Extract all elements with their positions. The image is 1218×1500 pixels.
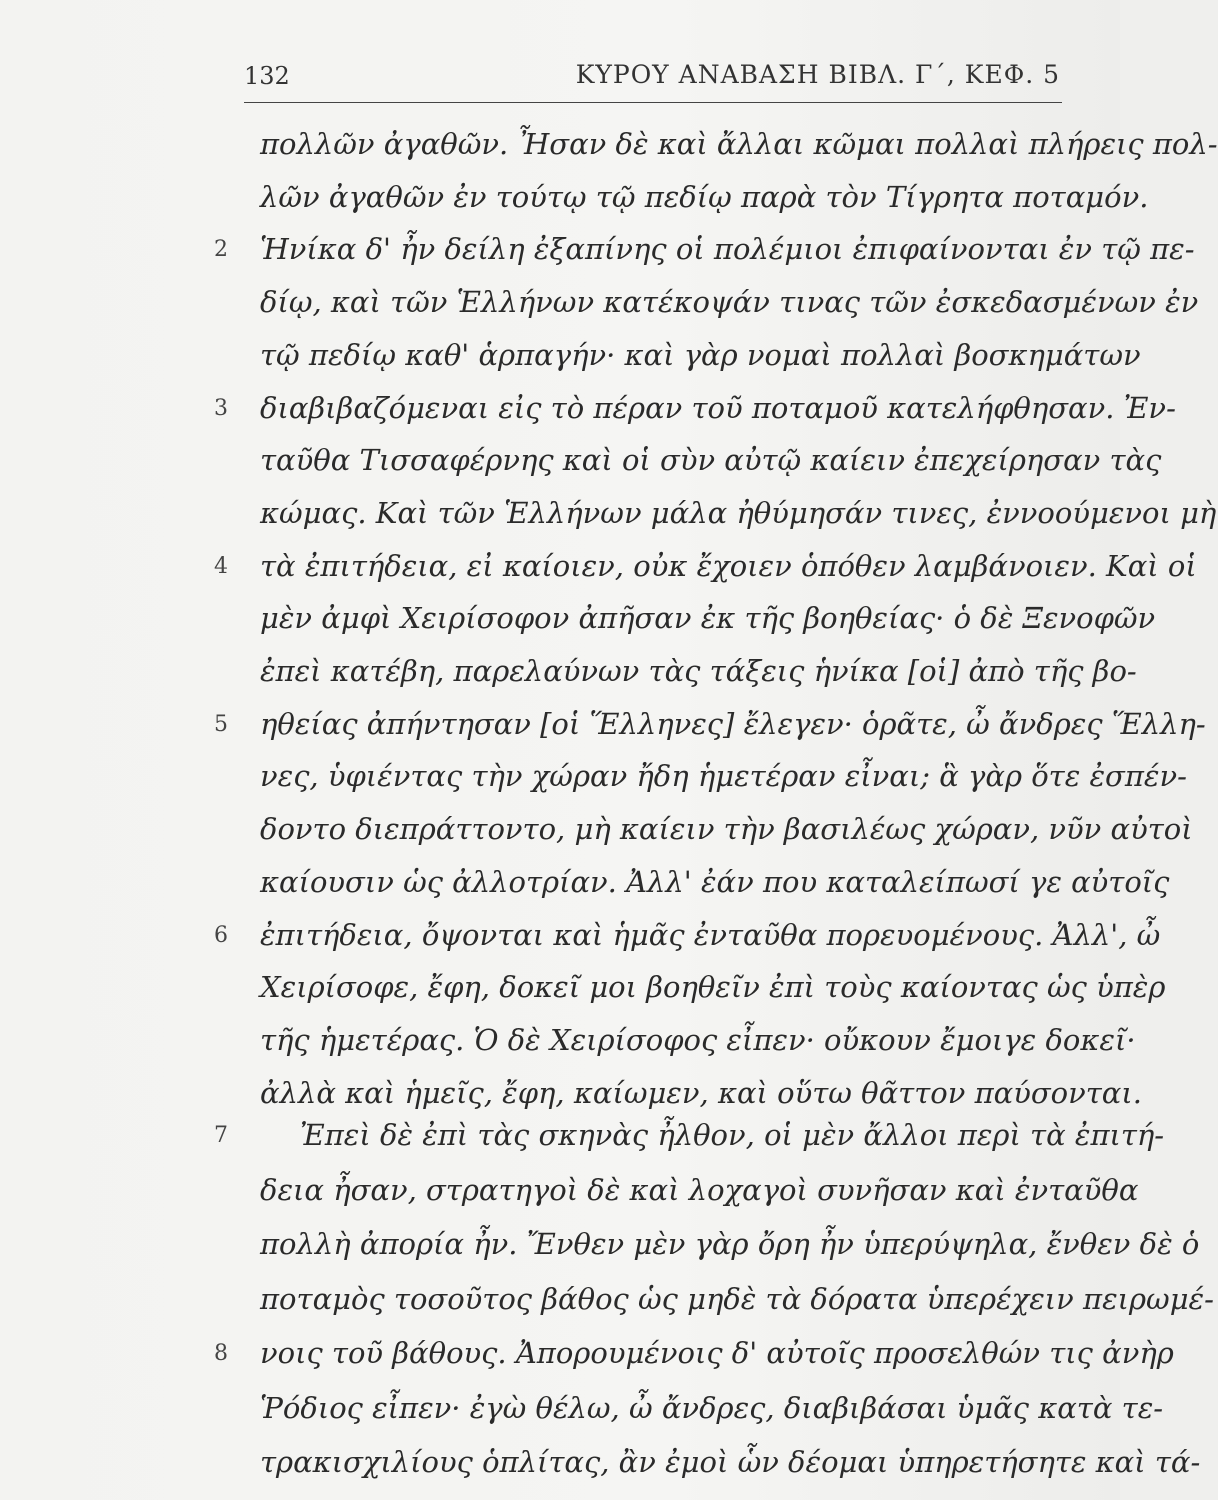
- section-number: 8: [214, 1341, 228, 1366]
- text-line: πολλῶν ἀγαθῶν. Ἦσαν δὲ καὶ ἄλλαι κῶμαι πολλαὶ πλήρεις πολ-: [260, 127, 1218, 161]
- section-number: 6: [214, 922, 228, 948]
- text-line: κώμας. Καὶ τῶν Ἑλλήνων μάλα ἠθύμησάν τινες, ἐννοούμενοι μὴ: [260, 495, 1217, 530]
- text-line: πολλὴ ἀπορία ἦν. Ἔνθεν μὲν γὰρ ὄρη ἦν ὑπερύψηλα, ἔνθεν δὲ ὁ: [260, 1227, 1200, 1261]
- text-line: ἀλλὰ καὶ ἡμεῖς, ἔφη, καίωμεν, καὶ οὕτω θᾶττον παύσονται.: [260, 1075, 1142, 1110]
- page-header: [244, 52, 1062, 103]
- text-line: τρακισχιλίους ὁπλίτας, ἂν ἐμοὶ ὧν δέομαι ὑπηρετήσητε καὶ τά-: [260, 1445, 1201, 1479]
- text-line: τὰ ἐπιτήδεια, εἰ καίοιεν, οὐκ ἔχοιεν ὁπόθεν λαμβάνοιεν. Καὶ οἱ: [260, 548, 1197, 583]
- text-line: δοντο διεπράττοντο, μὴ καίειν τὴν βασιλέως χώραν, νῦν αὐτοὶ: [260, 812, 1193, 847]
- text-line: διαβιβαζόμεναι εἰς τὸ πέραν τοῦ ποταμοῦ κατελήφθησαν. Ἐν-: [260, 390, 1176, 425]
- section-number: 2: [214, 237, 228, 263]
- section-number: 5: [214, 711, 228, 737]
- text-line: Ἡνίκα δ' ἦν δείλη ἐξαπίνης οἱ πολέμιοι ἐπιφαίνονται ἐν τῷ πε-: [260, 232, 1195, 267]
- text-line: ταῦθα Τισσαφέρνης καὶ οἱ σὺν αὐτῷ καίειν ἐπεχείρησαν τὰς: [260, 443, 1162, 478]
- section-number: 7: [214, 1123, 228, 1148]
- text-line: ποταμὸς τοσοῦτος βάθος ὡς μηδὲ τὰ δόρατα ὑπερέχειν πειρωμέ-: [260, 1281, 1214, 1316]
- text-line: καίουσιν ὡς ἀλλοτρίαν. Ἀλλ' ἐάν που καταλείπωσί γε αὐτοῖς: [260, 864, 1170, 899]
- text-line: Χειρίσοφε, ἔφη, δοκεῖ μοι βοηθεῖν ἐπὶ τοὺς καίοντας ὡς ὑπὲρ: [260, 970, 1166, 1005]
- text-line: λῶν ἀγαθῶν ἐν τούτῳ τῷ πεδίῳ παρὰ τὸν Τίγρητα ποταμόν.: [260, 179, 1149, 214]
- text-line: τῷ πεδίῳ καθ' ἁρπαγήν· καὶ γὰρ νομαὶ πολλαὶ βοσκημάτων: [260, 337, 1141, 372]
- text-line: μὲν ἀμφὶ Χειρίσοφον ἀπῆσαν ἐκ τῆς βοηθείας· ὁ δὲ Ξενοφῶν: [260, 601, 1156, 636]
- text-line: Ἐπεὶ δὲ ἐπὶ τὰς σκηνὰς ἦλθον, οἱ μὲν ἄλλοι περὶ τὰ ἐπιτή-: [300, 1118, 1165, 1152]
- section-number: 3: [214, 395, 228, 421]
- page-number: 132: [244, 62, 290, 90]
- section-number: 4: [214, 553, 228, 579]
- text-line: δίῳ, καὶ τῶν Ἑλλήνων κατέκοψάν τινας τῶν ἐσκεδασμένων ἐν: [260, 285, 1199, 320]
- text-line: ἐπεὶ κατέβη, παρελαύνων τὰς τάξεις ἡνίκα [οἱ] ἀπὸ τῆς βο-: [260, 654, 1137, 688]
- text-line: Ῥόδιος εἶπεν· ἐγὼ θέλω, ὦ ἄνδρες, διαβιβάσαι ὑμᾶς κατὰ τε-: [260, 1390, 1164, 1425]
- running-title: ΚΥΡΟΥ ΑΝΑΒΑΣΗ ΒΙΒΛ. Γ΄, ΚΕΦ. 5: [575, 60, 1060, 89]
- text-line: νες, ὑφιέντας τὴν χώραν ἤδη ἡμετέραν εἶναι; ἃ γὰρ ὅτε ἐσπέν-: [260, 759, 1187, 794]
- text-line: τῆς ἡμετέρας. Ὁ δὲ Χειρίσοφος εἶπεν· οὔκουν ἔμοιγε δοκεῖ·: [260, 1022, 1136, 1057]
- text-line: δεια ἦσαν, στρατηγοὶ δὲ καὶ λοχαγοὶ συνῆσαν καὶ ἐνταῦθα: [260, 1172, 1139, 1207]
- text-line: ἐπιτήδεια, ὄψονται καὶ ἡμᾶς ἐνταῦθα πορευομένους. Ἀλλ', ὦ: [260, 917, 1161, 952]
- text-line: ηθείας ἀπήντησαν [οἱ Ἕλληνες] ἔλεγεν· ὁρᾶτε, ὦ ἄνδρες Ἕλλη-: [260, 706, 1206, 741]
- text-line: νοις τοῦ βάθους. Ἀπορουμένοις δ' αὐτοῖς προσελθών τις ἀνὴρ: [260, 1336, 1174, 1370]
